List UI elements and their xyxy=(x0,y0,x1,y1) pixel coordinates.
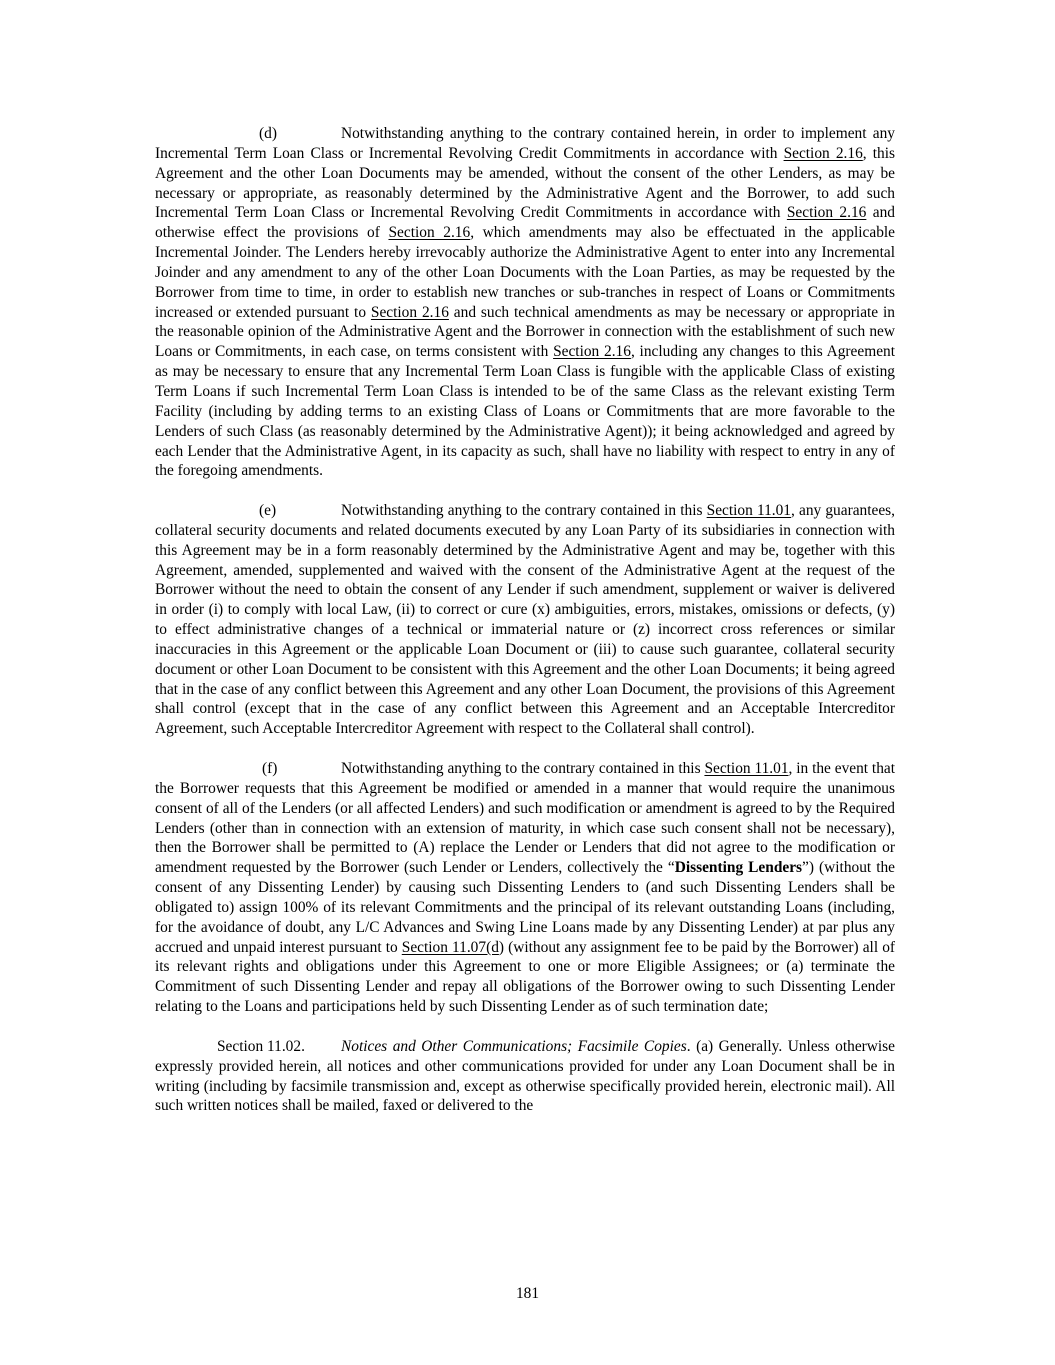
cross-reference: Section 11.01 xyxy=(704,760,789,777)
text: ) xyxy=(498,938,505,956)
section-heading: Notices and Other Communications; Facsimile Copies xyxy=(341,1037,687,1055)
paragraph-label: (e) xyxy=(259,502,277,520)
text: , in the event that the Borrower requests that this Agreement be modified or amended in a manner that would require the unanimous consent of all of the Lenders (or all affected Lenders) and such modification or amendment is agreed to by the Required Lenders (other than in connection with an extension of maturity, in which case such consent shall not be necessary), then the Borrower shall be permitted to (A) replace the Lender or Lenders that did not agree to the modification or amendment requested by the Borrower (such Lender or Lenders, collectively the “ xyxy=(155,760,896,877)
text: Notwithstanding anything to the contrary contained in this xyxy=(341,502,707,520)
text: , which amendments may also be effectuated in the applicable Incremental Joinder. The Lenders hereby irrevocably authorize the Administrative Agent to enter into any Incremental Joinder and any amendment to any of the other Loan Documents with the Loan Parties, as may be requested by the Borrower from time to time, in order to establish new tranches or sub-tranches in respect of Loans or Commitments increased or extended pursuant to xyxy=(155,224,895,321)
page-number: 181 xyxy=(515,1285,540,1302)
paragraph-e xyxy=(155,501,895,739)
text: Notwithstanding anything to the contrary contained herein, in order to implement any Incremental Term Loan Class or Incremental Revolving Credit Commitments in accordance with xyxy=(155,125,895,162)
page-body xyxy=(155,124,895,1136)
cross-reference: Section 2.16 xyxy=(388,224,471,242)
section-11-02 xyxy=(155,1037,895,1116)
cross-reference: Section 2.16 xyxy=(370,303,449,321)
cross-reference: Section 2.16 xyxy=(783,144,863,162)
cross-reference: Section 11.07(d xyxy=(401,938,499,956)
text: , any guarantees, collateral security documents and related documents executed by any Loan Party of its subsidiaries in connection with this Agreement may be in a form reasonably determined by the Administrative Agent and may be, together with this Agreement, amended, supplemented and waived with the consent of the Administrative Agent at the request of the Borrower without the need to obtain the consent of any Lender if such amendment, supplement or waiver is delivered in order (i) to comply with local Law, (ii) to correct or cure (x) ambiguities, errors, mistakes, omissions or defects, (y) to effect administrative changes of a technical or immaterial nature or (z) incorrect cross references or similar inaccuracies in this Agreement or the applicable Loan Document or (iii) to cause such guarantee, collateral security document or other Loan Document to be consistent with this Agreement and the other Loan Documents; it being agreed that in the case of any conflict between this Agreement and any other Loan Document, the provisions of this Agreement shall control (except that in the case of any conflict between this Agreement and an Acceptable Intercreditor Agreement, such Acceptable Intercreditor Agreement with respect to the Collateral shall control). xyxy=(155,502,895,738)
text: Notwithstanding anything to the contrary contained in this xyxy=(341,760,705,777)
defined-term: Dissenting Lenders xyxy=(674,859,803,877)
text: ”) (without the consent of any Dissenting Lender) by causing such Dissenting Lenders to (and such Dissenting Lenders shall be obligated to) assign 100% of its relevant Commitments and the principal of its relevant outstanding Loans (including, for the avoidance of doubt, any L/C Advances and Swing Line Loans made by any Dissenting Lender) at par plus any accrued and unpaid interest pursuant to xyxy=(155,859,895,956)
text: and such technical amendments as may be necessary or appropriate in the reasonable opinion of the Administrative Agent and the Borrower in connection with the establishment of such new Loans or Commitments, in each case, on terms consistent with xyxy=(155,303,895,361)
text: (a) Generally. Unless otherwise expressly provided herein, all notices and other communications provided for under any Loan Document shall be in writing (including by facsimile transmission and, except as otherwise specifically provided herein, electronic mail). All such written notices shall be mailed, faxed or delivered to the xyxy=(155,1037,895,1115)
text: , including any changes to this Agreement as may be necessary to ensure that any Incremental Term Loan Class is fungible with the applicable Class of existing Term Loans if such Incremental Term Loan Class is intended to be of the same Class as the relevant existing Term Facility (including by adding terms to an existing Class of Loans or Commitments that are more favorable to the Lenders of such Class (as reasonably determined by the Administrative Agent)); it being acknowledged and agreed by each Lender that the Administrative Agent, in its capacity as such, shall have no liability with respect to entry in any of the foregoing amendments. xyxy=(155,343,895,480)
text: (without any assignment fee to be paid by the Borrower) all of its relevant rights and obligations under this Agreement to one or more Eligible Assignees; or (a) terminate the Commitment of such Dissenting Lender and repay all obligations of the Borrower owing to such Dissenting Lender relating to the Loans and participations held by such Dissenting Lender as of such termination date; xyxy=(155,938,896,1016)
text: . xyxy=(686,1037,691,1055)
paragraph-label: (d) xyxy=(259,125,277,142)
cross-reference: Section 2.16 xyxy=(553,343,631,361)
cross-reference: Section 2.16 xyxy=(786,204,867,222)
paragraph-label: (f) xyxy=(262,760,278,777)
text: and otherwise effect the provisions of xyxy=(155,204,895,242)
paragraph-f xyxy=(155,759,895,1017)
cross-reference: Section 11.01 xyxy=(706,502,791,520)
paragraph-d xyxy=(155,124,895,481)
section-label: Section 11.02. xyxy=(217,1037,305,1055)
text: , this Agreement and the other Loan Documents may be amended, without the consent of the other Lenders, as may be necessary or appropriate, as reasonably determined by the Administrative Agent and the Borrower, to add such Incremental Term Loan Class or Incremental Revolving Credit Commitments in accordance with xyxy=(155,144,896,222)
